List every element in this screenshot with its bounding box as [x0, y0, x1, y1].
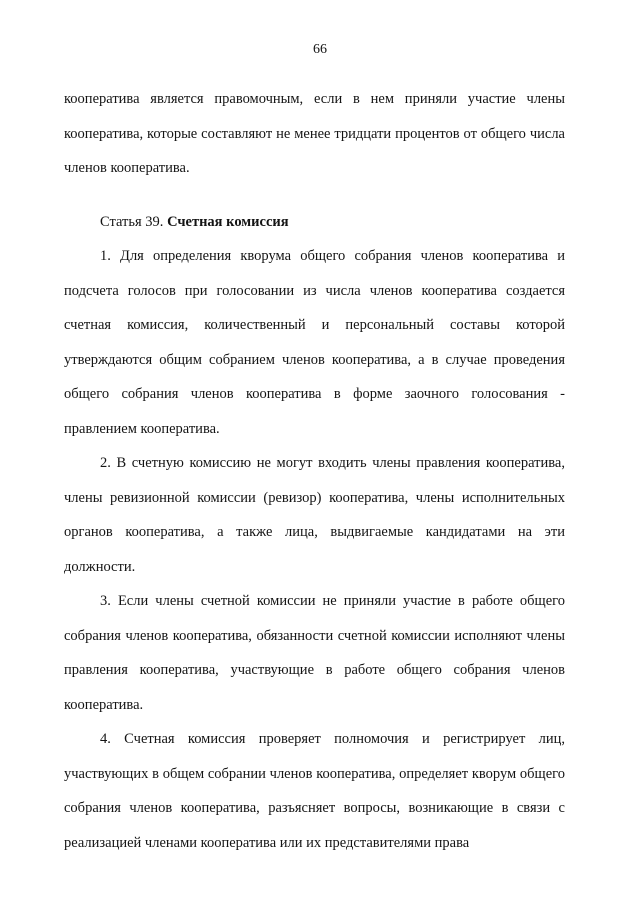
page-number: 66: [313, 42, 327, 57]
paragraph-1: 1. Для определения кворума общего собрания членов кооператива и подсчета голосов при голосовании из числа членов кооператива создается счетная комиссия, количественный и персональный составы которой утверждаются общим собранием членов кооператива, а в случае проведения общего собрания членов кооператива в форме заочного голосования - правлением кооператива.: [64, 248, 565, 437]
section-gap: [64, 186, 565, 205]
continuation-paragraph: кооператива является правомочным, если в нем приняли участие члены кооператива, которые составляют не менее тридцати процентов от общего числа членов кооператива.: [64, 91, 565, 176]
paragraph-2: 2. В счетную комиссию не могут входить члены правления кооператива, члены ревизионной комиссии (ревизор) кооператива, члены исполнительных органов кооператива, а также лица, выдвигаемые кандидатами на эти должности.: [64, 455, 565, 575]
article-label: Статья 39.: [100, 213, 164, 230]
paragraph-3: 3. Если члены счетной комиссии не приняли участие в работе общего собрания членов кооператива, обязанности счетной комиссии исполняют члены правления кооператива, участвующие в работе общего собрания членов кооператива.: [64, 593, 565, 713]
article-heading: [64, 205, 565, 240]
article-title: Счетная комиссия: [167, 213, 289, 230]
paragraph-4: 4. Счетная комиссия проверяет полномочия и регистрирует лиц, участвующих в общем собрании членов кооператива, определяет кворум общего собрания членов кооператива, разъясняет вопросы, возникающие в связи с реализацией членами кооператива или их представителями права: [64, 731, 565, 851]
document-body: [64, 82, 565, 860]
